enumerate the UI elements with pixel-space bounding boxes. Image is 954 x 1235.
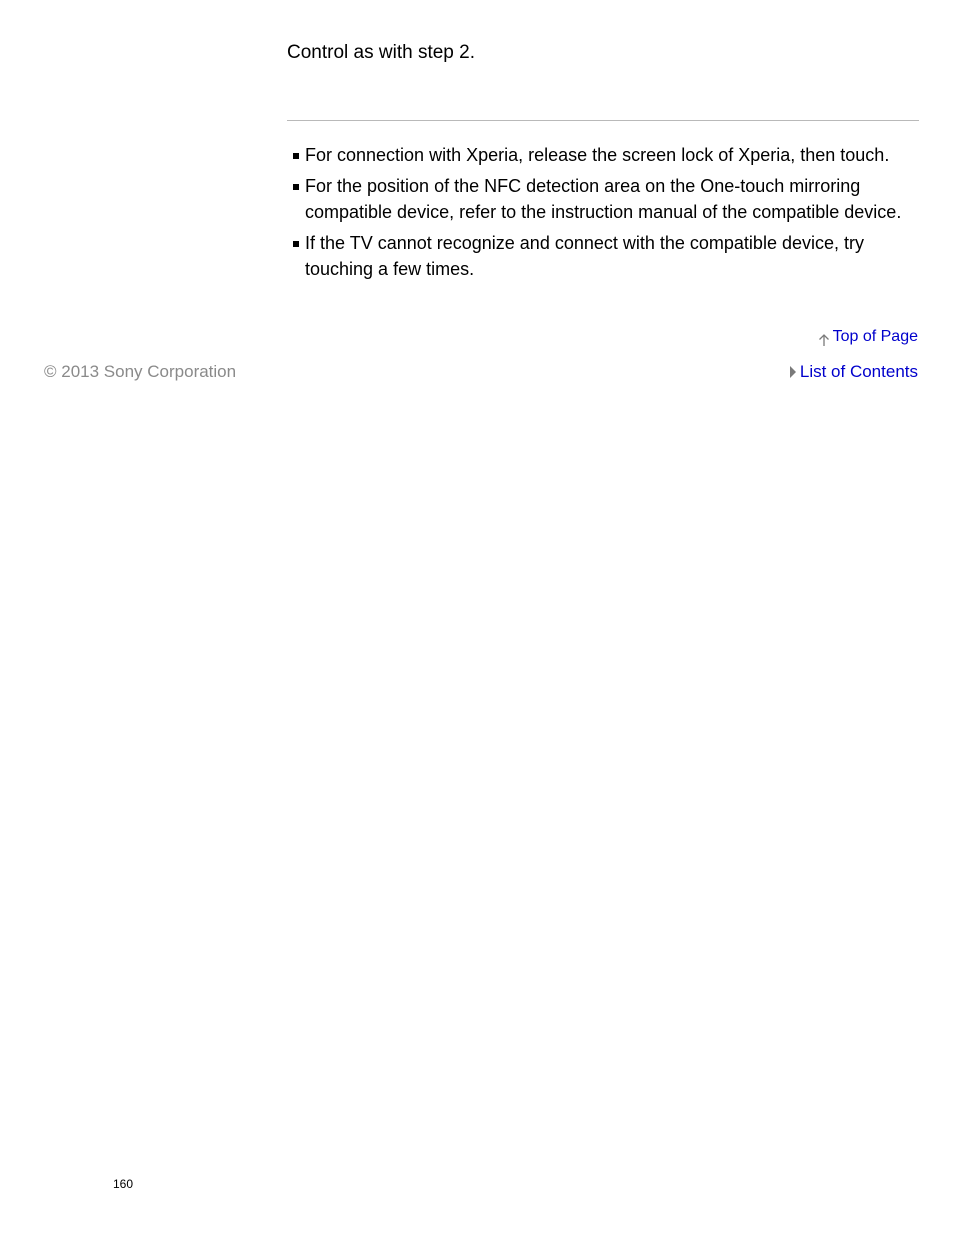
bullet-icon	[293, 241, 299, 247]
top-of-page-link[interactable]	[818, 327, 918, 347]
note-item	[292, 230, 918, 283]
bullet-icon	[293, 153, 299, 159]
note-item	[292, 173, 918, 226]
list-of-contents-label: List of Contents	[799, 362, 918, 381]
list-of-contents-link[interactable]	[790, 361, 918, 382]
step-text: Control as with step 2.	[287, 42, 475, 63]
page-number: 160	[113, 1177, 134, 1191]
note-text: For the position of the NFC detection area on the One-touch mirroring compatible device, refer to the instruction manual of the compatible device.	[305, 175, 902, 222]
note-text: For connection with Xperia, release the screen lock of Xperia, then touch.	[305, 145, 890, 165]
arrow-up-icon	[818, 333, 830, 347]
notes-list	[292, 142, 918, 287]
divider	[287, 120, 919, 121]
bullet-icon	[293, 184, 299, 190]
top-of-page-label: Top of Page	[832, 328, 918, 345]
note-item	[292, 142, 918, 169]
copyright: © 2013 Sony Corporation	[44, 362, 237, 381]
note-text: If the TV cannot recognize and connect with the compatible device, try touching a few times.	[305, 232, 864, 279]
triangle-right-icon	[790, 366, 796, 378]
